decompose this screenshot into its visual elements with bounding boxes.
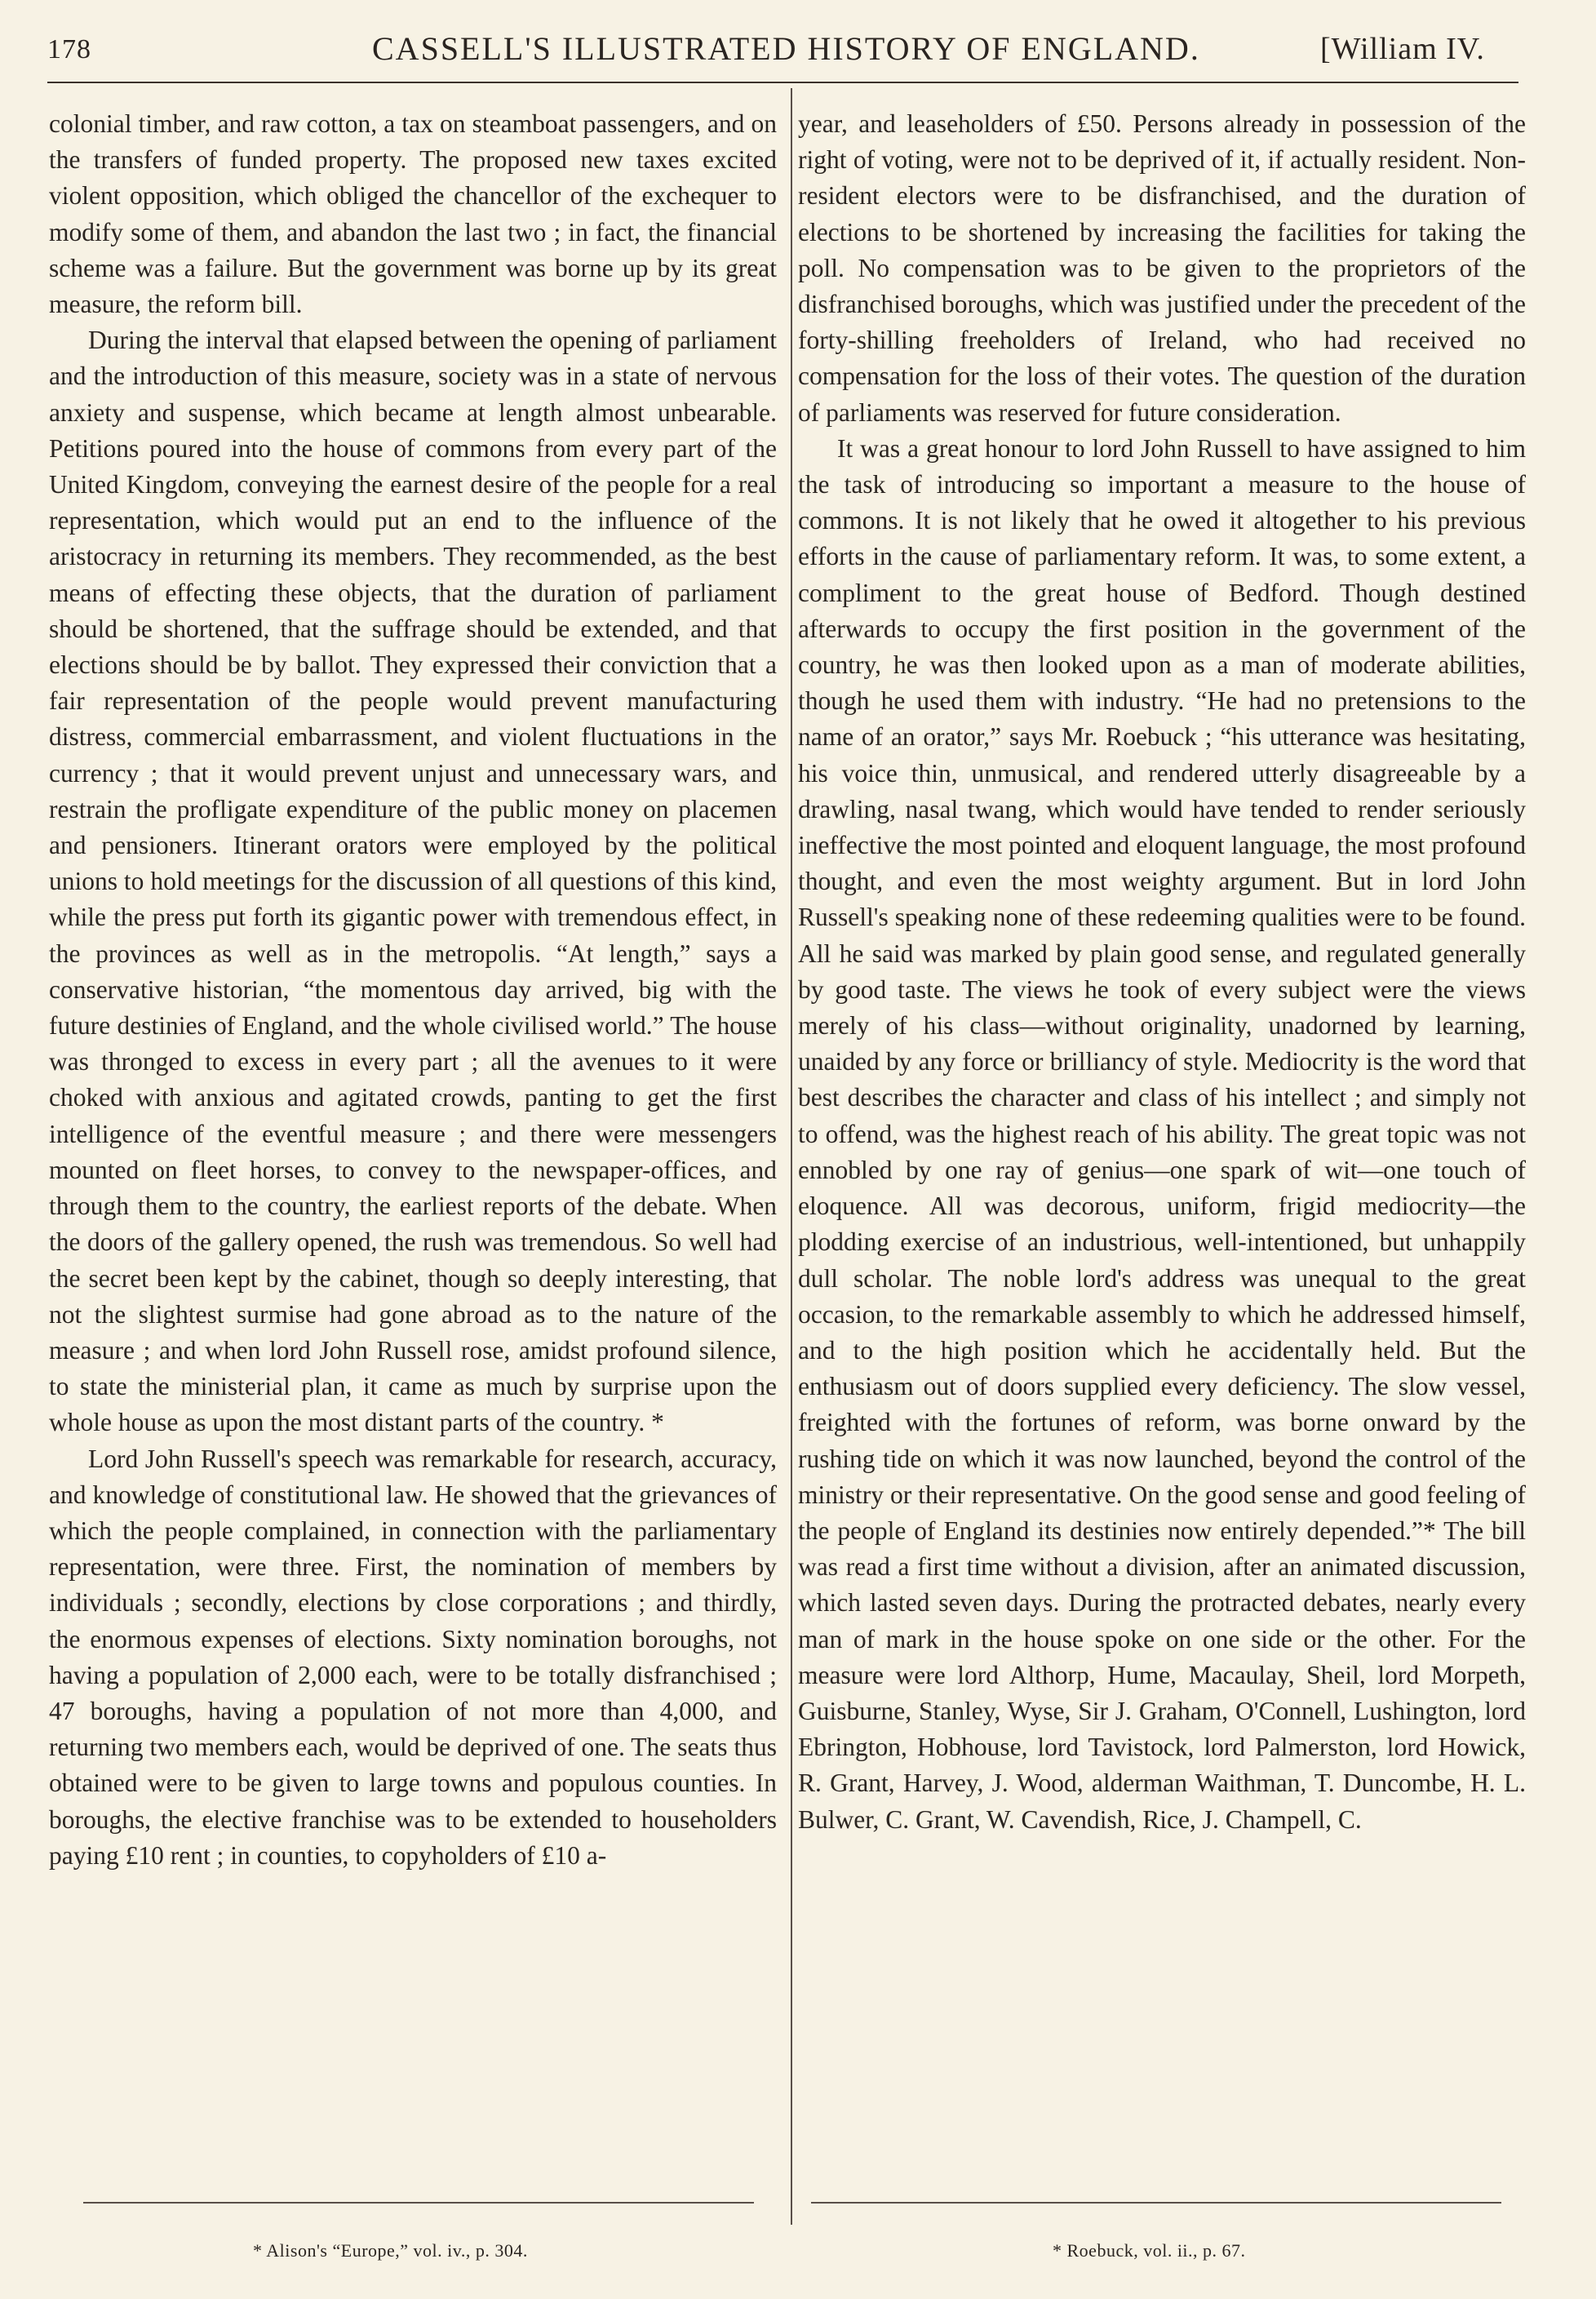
paragraph: Lord John Russell's speech was remarkable for research, accuracy, and knowledge of constitutional law. He showed that the grievances of which the people complained, in connection with the parliamentary representation, were three. First, the nomination of members by individuals ; secondly, elections by close corporations ; and thirdly, the enormous expenses of elections. Sixty nomination boroughs, not having a population of 2,000 each, were to be totally disfranchised ; 47 boroughs, having a population of not more than 4,000, and returning two members each, would be deprived of one. The seats thus obtained were to be given to large towns and populous counties. In boroughs, the elective franchise was to be extended to householders paying £10 rent ; in counties, to copyholders of £10 a- [49,1444,777,1870]
paragraph: colonial timber, and raw cotton, a tax on steamboat passengers, and on the transfers of funded property. The proposed new taxes excited violent opposition, which obliged the chancellor of the exchequer to modify some of them, and abandon the last two ; in fact, the financial scheme was a failure. But the government was borne up by its great measure, the reform bill. [49,109,777,319]
footnote-rule-left [83,2202,754,2204]
footnote-left: * Alison's “Europe,” vol. iv., p. 304. [253,2240,528,2261]
reign-label: [William IV. [1320,32,1485,66]
paragraph: year, and leaseholders of £50. Persons already in possession of the right of voting, were not to be deprived of it, if actually resident. Non-resident electors were to be disfranchised, and the duration of elections to be shortened by increasing the facilities for taking the poll. No compensation was to be given to the proprietors of the disfranchised boroughs, which was justified under the precedent of the forty-shilling freeholders of Ireland, who had received no compensation for the loss of their votes. The question of the duration of parliaments was reserved for future consideration. [798,109,1526,427]
page-header [47,23,1516,72]
column-divider [791,88,792,2225]
right-column [798,106,1526,2191]
page-number: 178 [47,34,91,64]
footnote-rule-right [811,2202,1501,2204]
running-title: CASSELL'S ILLUSTRATED HISTORY OF ENGLAND. [372,30,1200,67]
left-column [49,106,777,2191]
paragraph: It was a great honour to lord John Russell to have assigned to him the task of introducing so important a measure to the house of commons. It is not likely that he owed it altogether to his previous efforts in the cause of parliamentary reform. It was, to some extent, a compliment to the great house of Bedford. Though destined afterwards to occupy the first position in the government of the country, he was then looked upon as a man of moderate abilities, though he used them with industry. “He had no pretensions to the name of an orator,” says Mr. Roebuck ; “his utterance was hesitating, his voice thin, unmusical, and rendered utterly disagreeable by a drawling, nasal twang, which would have tended to render seriously ineffective the most pointed and eloquent language, the most profound thought, and even the most weighty argument. But in lord John Russell's speaking none of these redeeming qualities were to be found. All he said was marked by plain good sense, and regulated generally by good taste. The views he took of every subject were the views merely of his class—without originality, unadorned by learning, unaided by any force or brilliancy of style. Mediocrity is the word that best describes the character and class of his intellect ; and simply not to offend, was the highest reach of his ability. The great topic was not ennobled by one ray of genius—one spark of wit—one touch of eloquence. All was decorous, uniform, frigid mediocrity—the plodding exercise of an industrious, well-intentioned, but unhappily dull scholar. The noble lord's address was unequal to the great occasion, to the remarkable assembly to which he addressed himself, and to the high position which he accidentally held. But the enthusiasm out of doors supplied every deficiency. The slow vessel, freighted with the fortunes of reform, was borne onward by the rushing tide on which it was now launched, beyond the control of the ministry or their representative. On the good sense and good feeling of the people of England its destinies now entirely depended.”* The bill was read a first time without a division, after an animated discussion, which lasted seven days. During the protracted debates, nearly every man of mark in the house spoke on one side or the other. For the measure were lord Althorp, Hume, Macaulay, Sheil, lord Morpeth, Guisburne, Stanley, Wyse, Sir J. Graham, O'Connell, Lushington, lord Ebrington, Hobhouse, lord Tavistock, lord Palmerston, lord Howick, R. Grant, Harvey, J. Wood, alderman Waithman, T. Duncombe, H. L. Bulwer, C. Grant, W. Cavendish, Rice, J. Champell, C. [798,433,1526,1834]
footnote-right: * Roebuck, vol. ii., p. 67. [1053,2240,1246,2261]
header-rule [47,82,1518,83]
paragraph: During the interval that elapsed between the opening of parliament and the introduction of this measure, society was in a state of nervous anxiety and suspense, which became at length almost unbearable. Petitions poured into the house of commons from every part of the United Kingdom, conveying the earnest desire of the people for a real representation, which would put an end to the influence of the aristocracy in returning its members. They recommended, as the best means of effecting these objects, that the duration of parliament should be shortened, that the suffrage should be extended, and that elections should be by ballot. They expressed their conviction that a fair representation of the people would prevent manufacturing distress, commercial embarrassment, and violent fluctuations in the currency ; that it would prevent unjust and unnecessary wars, and restrain the profligate expenditure of the public money on placemen and pensioners. Itinerant orators were employed by the political unions to hold meetings for the discussion of all questions of this kind, while the press put forth its gigantic power with tremendous effect, in the provinces as well as in the metropolis. “At length,” says a conservative historian, “the momentous day arrived, big with the future destinies of England, and the whole civilised world.” The house was thronged to excess in every part ; all the avenues to it were choked with anxious and agitated crowds, panting to get the first intelligence of the eventful measure ; and there were messengers mounted on fleet horses, to convey to the newspaper-offices, and through them to the country, the earliest reports of the debate. When the doors of the gallery opened, the rush was tremendous. So well had the secret been kept by the cabinet, though so deeply interesting, that not the slightest surmise had gone abroad as to the nature of the measure ; and when lord John Russell rose, amidst profound silence, to state the ministerial plan, it came as much by surprise upon the whole house as upon the most distant parts of the country. * [49,326,777,1437]
